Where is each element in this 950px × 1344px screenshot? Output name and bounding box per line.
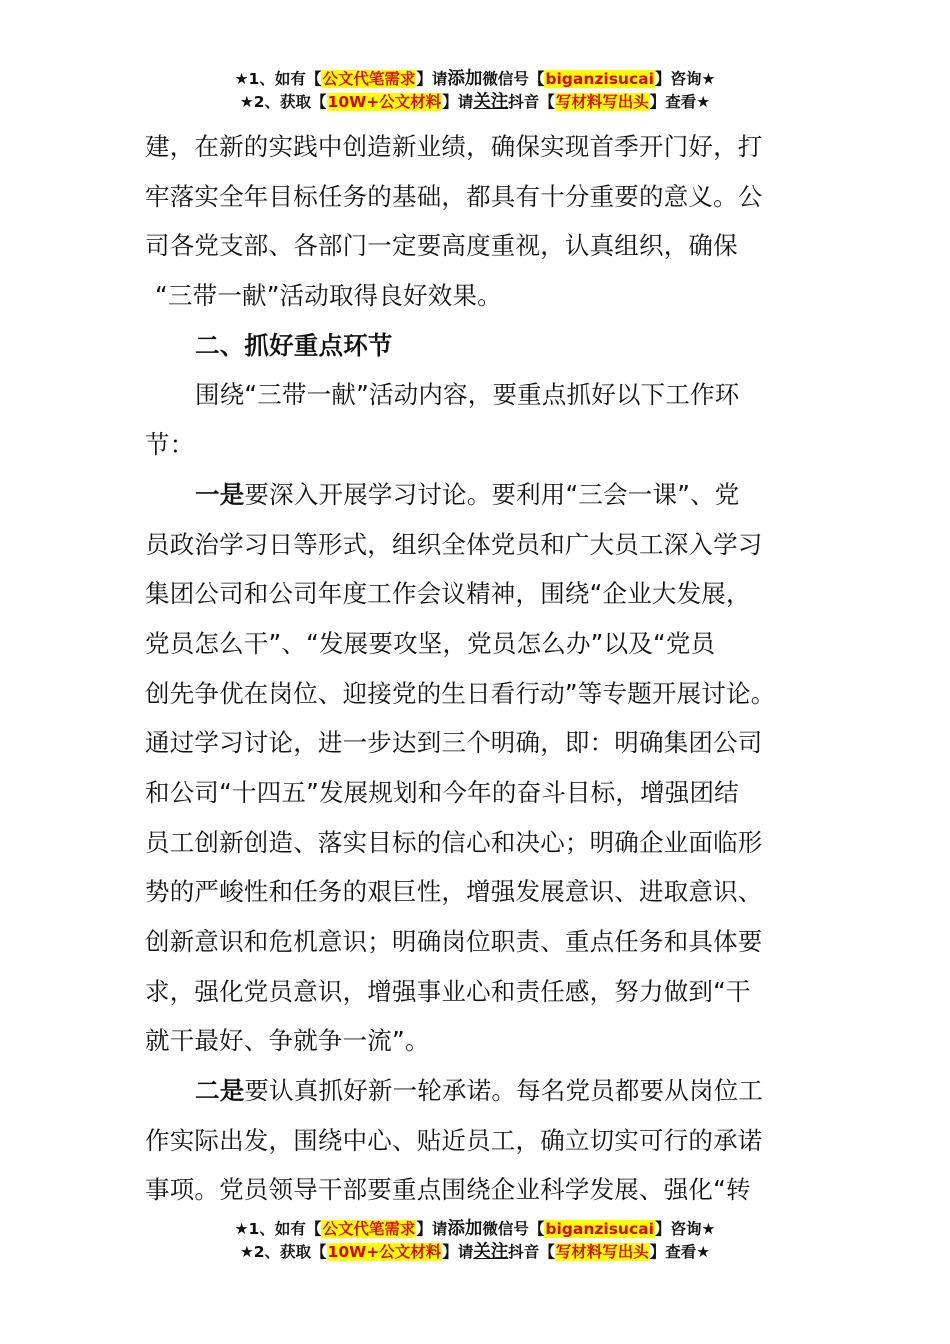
banner-text: 抖音【 [508,93,555,111]
text-line: 通过学习讨论，进一步达到三个明确，即：明确集团公司 [145,728,763,758]
lead-label: 二是 [195,1076,245,1106]
text-line: 牢落实全年目标任务的基础，都具有十分重要的意义。公 [145,181,763,211]
banner-highlight-materials: 10W+公文材料 [327,1243,442,1261]
banner-highlight-wechat: biganzisucai [545,70,654,88]
text-line: 党员怎么干”、“发展要攻坚，党员怎么办”以及“党员 [145,628,716,658]
text-line: “三带一献”活动取得良好效果。 [155,281,502,311]
banner-highlight-douyin: 写材料写出头 [555,93,649,111]
lead-label: 一是 [195,479,245,509]
footer-banner [0,1218,950,1264]
banner-text: 】请 [442,1243,474,1261]
text-line: 集团公司和公司年度工作会议精神，围绕“企业大发展， [145,579,751,609]
banner-text: 】查看★ [649,1243,711,1261]
banner-text: ★1、如有【 [234,1220,322,1238]
banner-highlight-service: 公文代笔需求 [322,1220,416,1238]
banner-text: 】咨询★ [654,1220,716,1238]
lead-text: 要深入开展学习讨论。要利用“三会一课”、党 [244,479,740,509]
lead-text: 要认真抓好新一轮承诺。每名党员都要从岗位工 [244,1076,764,1106]
banner-text: ★1、如有【 [234,70,322,88]
text-line: 司各党支部、各部门一定要高度重视，认真组织，确保 [145,231,738,261]
banner-emphasis: 添加 [447,69,483,89]
section-heading: 二、抓好重点环节 [195,330,393,360]
banner-highlight-service: 公文代笔需求 [322,70,416,88]
header-banner [0,68,950,114]
banner-text: 】请 [416,70,448,88]
banner-highlight-wechat: biganzisucai [545,1220,654,1238]
text-line: 员工创新创造、落实目标的信心和决心；明确企业面临形 [145,827,763,857]
banner-text: ★2、获取【 [239,93,327,111]
banner-line-2 [0,1241,950,1264]
text-line: 建，在新的实践中创造新业绩，确保实现首季开门好，打 [145,132,763,161]
banner-emphasis: 添加 [447,1219,483,1239]
banner-emphasis: 关注 [473,92,509,112]
banner-line-1 [0,68,950,91]
banner-highlight-douyin: 写材料写出头 [555,1243,649,1261]
banner-text: 】咨询★ [654,70,716,88]
paragraph-lead-line [145,470,795,520]
banner-text: ★2、获取【 [239,1243,327,1261]
text-line: 势的严峻性和任务的艰巨性，增强发展意识、进取意识、 [145,877,763,907]
banner-line-1 [0,1218,950,1241]
text-line: 员政治学习日等形式，组织全体党员和广大员工深入学习 [145,529,763,559]
document-body [145,122,795,1215]
banner-text: 微信号【 [482,70,545,88]
text-line: 创先争优在岗位、迎接党的生日看行动”等专题开展讨论。 [145,678,776,708]
text-line: 事项。党员领导干部要重点围绕企业科学发展、强化“转 [145,1175,751,1205]
paragraph-lead-line [145,1066,795,1116]
text-line: 求，强化党员意识，增强事业心和责任感，努力做到“干 [145,976,751,1006]
banner-text: 】请 [416,1220,448,1238]
banner-text: 微信号【 [482,1220,545,1238]
banner-emphasis: 关注 [473,1242,509,1262]
text-line: 节： [145,430,195,460]
banner-text: 】请 [442,93,474,111]
text-line: 就干最好、争就争一流”。 [145,1026,430,1056]
text-line: 创新意识和危机意识；明确岗位职责、重点任务和具体要 [145,927,763,956]
text-line: 围绕“三带一献”活动内容，要重点抓好以下工作环 [195,380,740,410]
banner-line-2 [0,91,950,114]
banner-text: 抖音【 [508,1243,555,1261]
text-line: 和公司“十四五”发展规划和今年的奋斗目标，增强团结 [145,777,739,807]
text-line: 作实际出发，围绕中心、贴近员工，确立切实可行的承诺 [145,1125,763,1155]
banner-text: 】查看★ [649,93,711,111]
banner-highlight-materials: 10W+公文材料 [327,93,442,111]
